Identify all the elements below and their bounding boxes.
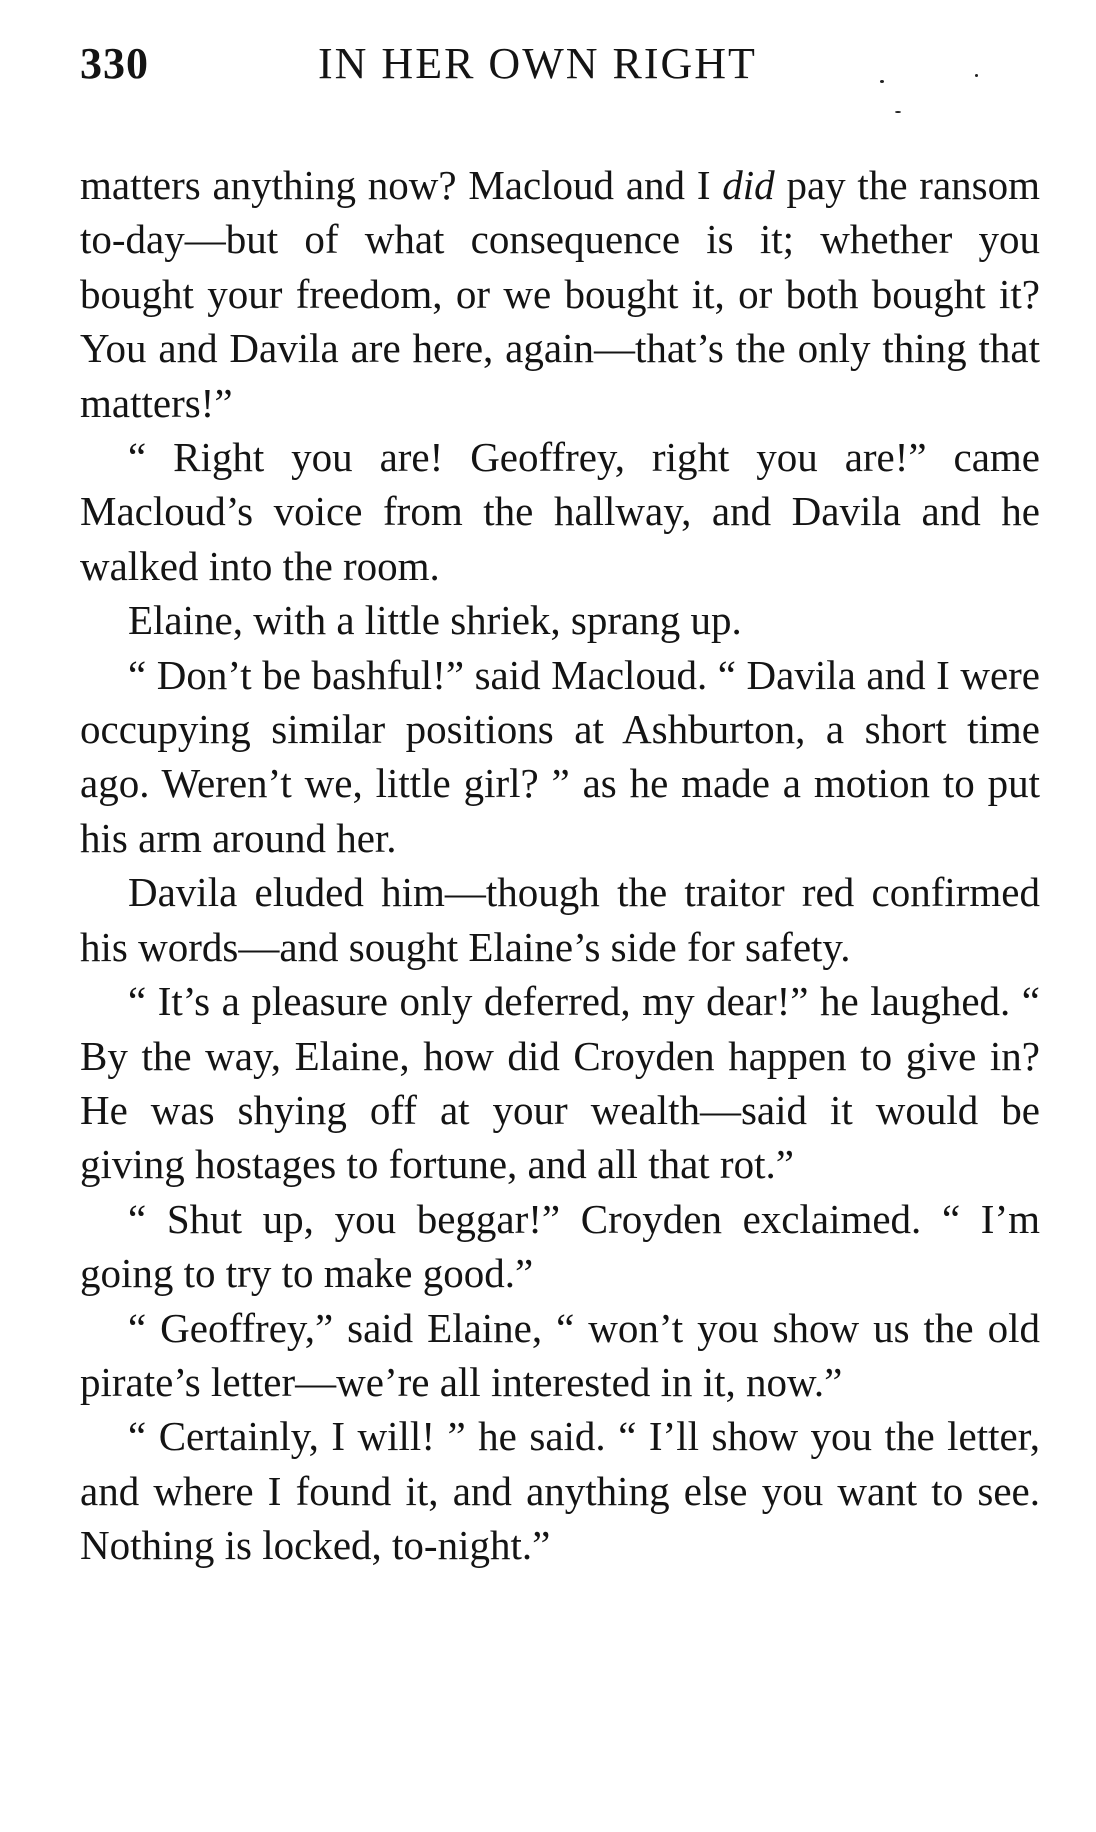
paragraph [80,430,1040,593]
text-run: “ Geoffrey,” said Elaine, “ won’t you show us the old pirate’s letter—we’re all interested in it, now.” [80,1304,1040,1405]
paragraph [80,1301,1040,1410]
text-run: “ Shut up, you beggar!” Croyden exclaimed. “ I’m going to try to make good.” [80,1195,1040,1297]
paragraph [80,1409,1040,1572]
paragraph [80,1192,1040,1301]
text-run: Elaine, with a little shriek, sprang up. [128,597,742,644]
text-run: “ Certainly, I will! ” he said. “ I’ll show you the letter, and where I found it, and anything else you want to see. Nothing is locked, to-night.” [80,1413,1040,1569]
paragraph [80,648,1040,866]
running-head [80,30,1040,100]
body-text [80,158,1040,1573]
text-run: pay the ransom to-day—but of what consequence is it; whether you bought your freedom, or we bought it, or both bought it? You and Davila are here, again—that’s the only thing that matters!” [80,162,1041,426]
text-run: matters anything now? Macloud and I [80,162,723,208]
paragraph [80,974,1040,1192]
paragraph [80,593,1040,647]
text-run: “ It’s a pleasure only deferred, my dear!” he laughed. “ By the way, Elaine, how did Croyden happen to give in? He was shying off at your wealth—said it would be giving hostages to fortune, and all that rot.” [80,978,1040,1188]
book-page [80,30,1040,1573]
text-run: “ Don’t be bashful!” said Macloud. “ Davila and I were occupying similar positions at Ashburton, a short time ago. Weren’t we, little girl? ” as he made a motion to put his arm around her. [80,651,1040,861]
text-run: Davila eluded him—though the traitor red confirmed his words—and sought Elaine’s side for safety. [80,869,1040,970]
text-run: “ Right you are! Geoffrey, right you are!” came Macloud’s voice from the hallway, and Davila and he walked into the room. [80,434,1040,589]
paragraph [80,158,1040,430]
page-number: 330 [80,39,149,88]
ink-speck [880,80,884,83]
ink-speck [975,74,978,77]
paragraph [80,865,1040,974]
italic-text: did [722,162,775,208]
ink-speck [895,111,901,113]
running-title: IN HER OWN RIGHT [318,39,757,88]
